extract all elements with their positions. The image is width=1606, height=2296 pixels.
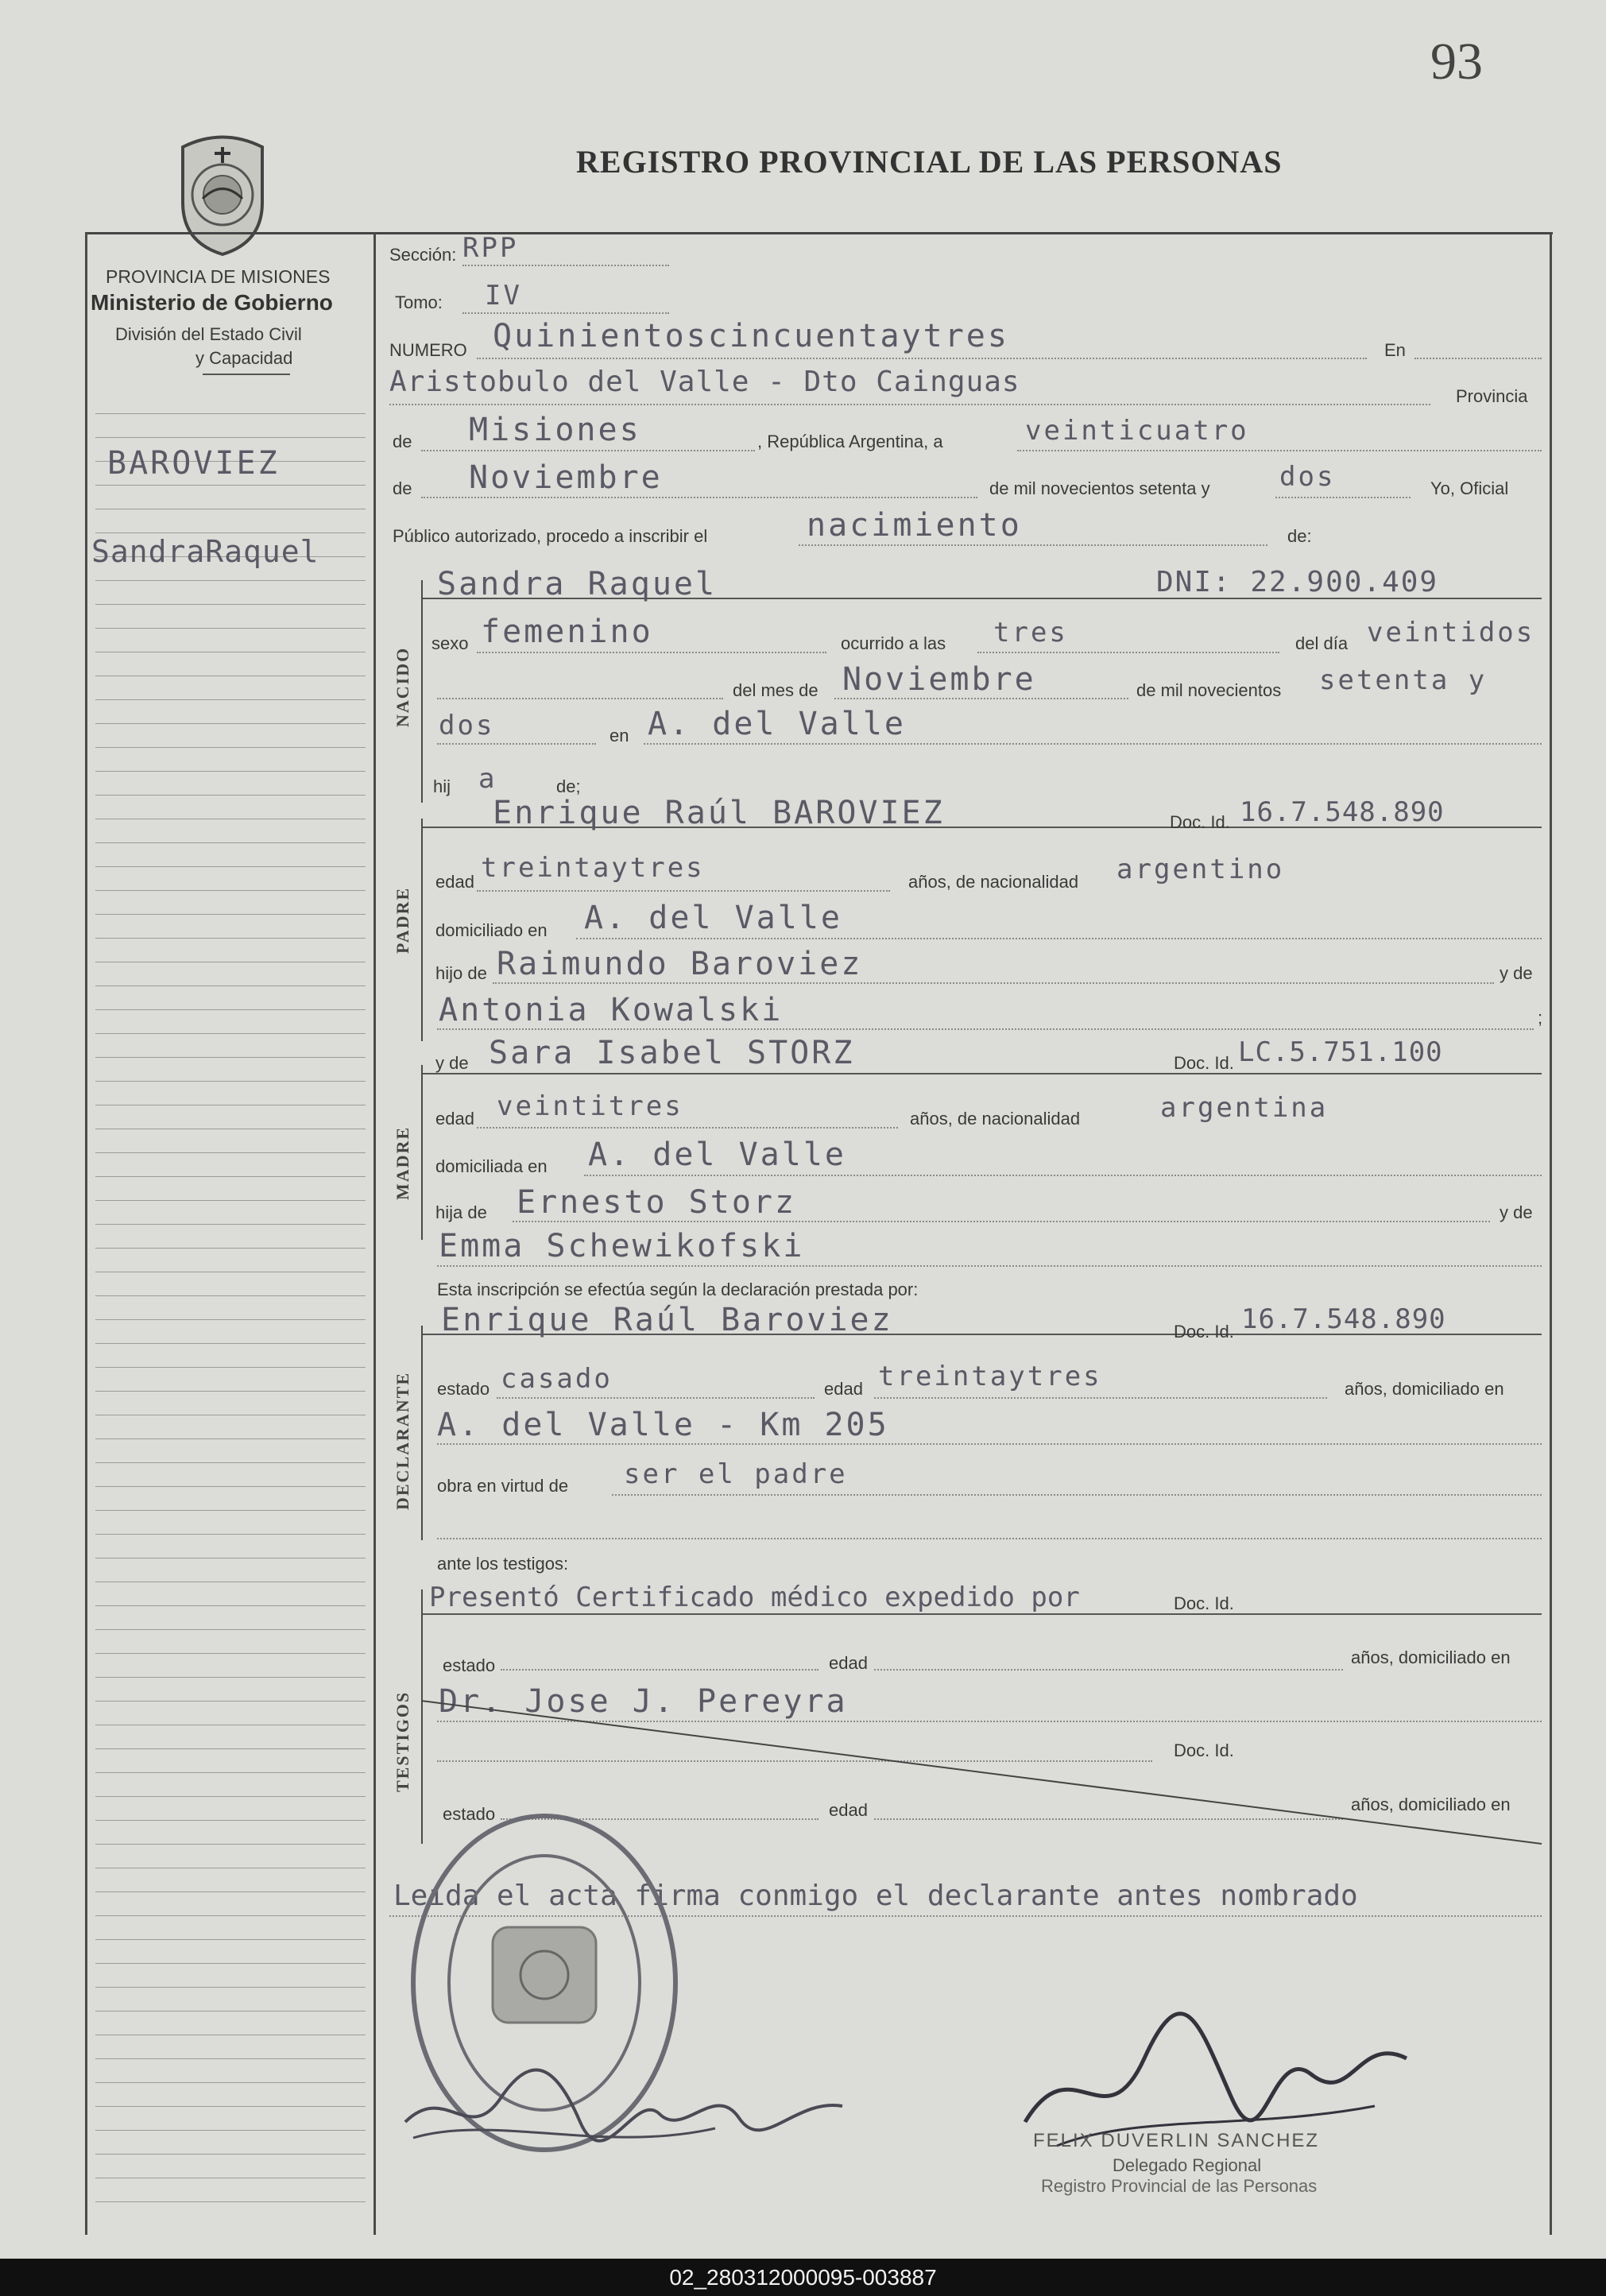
margin-given-names: SandraRaquel xyxy=(91,534,319,569)
hij-label: hij xyxy=(433,776,451,796)
madre-yde-label: y de xyxy=(435,1053,469,1073)
ruled-line xyxy=(95,437,366,438)
ruled-line xyxy=(95,2154,366,2155)
testigos-edad2-label: edad xyxy=(829,1800,868,1820)
numero-label: NUMERO xyxy=(389,340,467,360)
ruled-line xyxy=(95,1462,366,1463)
ruled-line xyxy=(95,1295,366,1296)
ruled-line xyxy=(95,1367,366,1368)
ruled-line xyxy=(95,1844,366,1845)
testigos-anos-label: años, domiciliado en xyxy=(1351,1647,1511,1667)
madre-father-value: Ernesto Storz xyxy=(517,1184,797,1221)
hij-value: a xyxy=(478,763,497,795)
madre-hija-label: hija de xyxy=(435,1202,487,1222)
ruled-line xyxy=(95,938,366,939)
year-part2: dos xyxy=(439,710,495,741)
padre-hijo-label: hijo de xyxy=(435,963,487,983)
ruled-line xyxy=(95,795,366,796)
ruled-line xyxy=(95,2058,366,2059)
province-value: Misiones xyxy=(469,412,641,448)
ruled-line xyxy=(95,1200,366,1201)
ruled-line xyxy=(95,914,366,915)
place-value: Aristobulo del Valle - Dto Cainguas xyxy=(389,366,1020,398)
ruled-line xyxy=(95,1152,366,1153)
ruled-line xyxy=(95,699,366,700)
signer-name: FELIX DUVERLIN SANCHEZ xyxy=(1033,2130,1320,2151)
signer-org: Registro Provincial de las Personas xyxy=(1041,2176,1318,2196)
madre-nac-value: argentina xyxy=(1160,1092,1329,1124)
padre-mother-value: Antonia Kowalski xyxy=(439,992,784,1028)
agency-province: PROVINCIA DE MISIONES xyxy=(106,266,331,287)
ruled-line xyxy=(95,413,366,414)
padre-doc-value: 16.7.548.890 xyxy=(1240,796,1445,828)
de3-label: de: xyxy=(1287,526,1312,546)
mes-value: Noviembre xyxy=(842,661,1036,698)
numero-value: Quinientoscincuentaytres xyxy=(493,318,1009,354)
del-mes-label: del mes de xyxy=(733,680,818,700)
madre-label: MADRE xyxy=(393,1125,412,1200)
ruled-line xyxy=(95,1486,366,1487)
padre-label: PADRE xyxy=(393,886,412,954)
ruled-line xyxy=(95,1915,366,1916)
ruled-line xyxy=(95,1701,366,1702)
ruled-line xyxy=(95,985,366,986)
ruled-line xyxy=(95,747,366,748)
ruled-line xyxy=(95,485,366,486)
seccion-value: RPP xyxy=(462,232,519,264)
provincial-seal-icon xyxy=(167,131,278,258)
ruled-line xyxy=(95,1772,366,1773)
oficial-label: Yo, Oficial xyxy=(1430,478,1509,498)
ruled-line xyxy=(95,1534,366,1535)
padre-name: Enrique Raúl BAROVIEZ xyxy=(493,795,945,831)
declarante-estado-label: estado xyxy=(437,1379,490,1399)
ruled-line xyxy=(95,1605,366,1606)
ruled-line xyxy=(95,1820,366,1821)
padre-semicolon: ; xyxy=(1538,1008,1543,1028)
declarante-anos-label: años, domiciliado en xyxy=(1345,1379,1504,1399)
tomo-label: Tomo: xyxy=(395,292,443,312)
tomo-value: IV xyxy=(485,280,522,312)
ruled-line xyxy=(95,1176,366,1177)
ruled-line xyxy=(95,1510,366,1511)
ruled-line xyxy=(95,2130,366,2131)
nacido-label: NACIDO xyxy=(393,646,412,727)
mil-label: de mil novecientos xyxy=(1136,680,1282,700)
declarante-dom-value: A. del Valle - Km 205 xyxy=(437,1407,889,1443)
ruled-line xyxy=(95,1748,366,1749)
madre-edad-value: veintitres xyxy=(497,1090,683,1122)
margin-surname: BAROVIEZ xyxy=(107,445,280,482)
lugar-value: A. del Valle xyxy=(648,706,906,742)
month-value: Noviembre xyxy=(469,459,663,496)
dia-value: veintidos xyxy=(1367,617,1535,649)
signer-title: Delegado Regional xyxy=(1113,2155,1262,2175)
agency-division: División del Estado Civil xyxy=(115,324,302,344)
page-title: REGISTRO PROVINCIAL DE LAS PERSONAS xyxy=(576,144,1283,180)
declarante-estado-value: casado xyxy=(501,1363,613,1395)
hij-de-label: de; xyxy=(556,776,581,796)
declarante-doc-label: Doc. Id. xyxy=(1174,1322,1234,1342)
republica-label: , República Argentina, a xyxy=(757,432,943,451)
ruled-line xyxy=(95,1677,366,1678)
testigos-label: TESTIGOS xyxy=(393,1690,412,1792)
padre-edad-value: treintaytres xyxy=(481,852,705,884)
ruled-line xyxy=(95,1081,366,1082)
testigos-anos2-label: años, domiciliado en xyxy=(1351,1795,1511,1814)
testigos-estado2-label: estado xyxy=(443,1804,496,1824)
ruled-line xyxy=(95,1319,366,1320)
de-label: de xyxy=(393,432,412,451)
ruled-line xyxy=(95,1057,366,1058)
declarante-name: Enrique Raúl Baroviez xyxy=(441,1302,893,1338)
agency-ministry: Ministerio de Gobierno xyxy=(91,290,333,315)
declarante-doc-value: 16.7.548.890 xyxy=(1241,1303,1446,1335)
declarante-obra-label: obra en virtud de xyxy=(437,1476,569,1496)
ruled-line xyxy=(95,866,366,867)
ruled-line xyxy=(95,532,366,533)
declarante-edad-label: edad xyxy=(824,1379,863,1399)
declarante-edad-value: treintaytres xyxy=(878,1361,1102,1392)
ruled-line xyxy=(95,1891,366,1892)
testigos-line2: Dr. Jose J. Pereyra xyxy=(439,1683,848,1720)
sexo-value: femenino xyxy=(481,614,653,650)
ruled-line xyxy=(95,1224,366,1225)
testigos-estado-label: estado xyxy=(443,1655,496,1675)
ruled-line xyxy=(95,771,366,772)
de2-label: de xyxy=(393,478,412,498)
padre-nac-value: argentino xyxy=(1116,854,1285,885)
publico-label: Público autorizado, procedo a inscribir el xyxy=(393,526,708,546)
madre-dom-value: A. del Valle xyxy=(588,1136,846,1173)
ruled-line xyxy=(95,890,366,891)
padre-yde-label: y de xyxy=(1500,963,1533,983)
ruled-line xyxy=(95,1438,366,1439)
sexo-label: sexo xyxy=(431,633,469,653)
ruled-line xyxy=(95,1248,366,1249)
page-number: 93 xyxy=(1430,33,1483,91)
testigos-ante-label: ante los testigos: xyxy=(437,1554,569,1574)
ruled-line xyxy=(95,1963,366,1964)
year-prefix-label: de mil novecientos setenta y xyxy=(989,478,1210,498)
testigos-doc2-label: Doc. Id. xyxy=(1174,1740,1234,1760)
ruled-line xyxy=(95,1391,366,1392)
nacido-dni: DNI: 22.900.409 xyxy=(1156,566,1439,598)
del-dia-label: del día xyxy=(1295,633,1349,653)
padre-dom-value: A. del Valle xyxy=(584,900,842,936)
ruled-line xyxy=(95,2201,366,2202)
day-value: veinticuatro xyxy=(1025,415,1249,447)
ruled-line xyxy=(95,1343,366,1344)
nacido-en-label: en xyxy=(610,726,629,745)
madre-edad-label: edad xyxy=(435,1109,474,1129)
ruled-line xyxy=(95,1629,366,1630)
seccion-label: Sección: xyxy=(389,245,457,265)
ocurrido-label: ocurrido a las xyxy=(841,633,946,653)
nacido-name: Sandra Raquel xyxy=(437,566,718,602)
ruled-line xyxy=(95,1009,366,1010)
padre-doc-label: Doc. Id. xyxy=(1170,812,1230,832)
madre-mother-value: Emma Schewikofski xyxy=(439,1228,805,1264)
padre-nac-label: años, de nacionalidad xyxy=(908,872,1079,892)
hora-value: tres xyxy=(993,617,1068,649)
ruled-line xyxy=(95,1796,366,1797)
image-id-caption: 02_280312000095-003887 xyxy=(669,2265,937,2290)
ruled-line xyxy=(95,580,366,581)
ruled-line xyxy=(95,842,366,843)
declarante-intro: Esta inscripción se efectúa según la declaración prestada por: xyxy=(437,1280,919,1299)
madre-doc-label: Doc. Id. xyxy=(1174,1053,1234,1073)
madre-yde2-label: y de xyxy=(1500,1202,1533,1222)
testigos-doc-label: Doc. Id. xyxy=(1174,1593,1234,1613)
act-value: nacimiento xyxy=(807,507,1022,544)
year-value: dos xyxy=(1279,461,1336,493)
ruled-line xyxy=(95,1033,366,1034)
provincia-label: Provincia xyxy=(1456,386,1528,406)
madre-doc-value: LC.5.751.100 xyxy=(1238,1036,1443,1068)
padre-dom-label: domiciliado en xyxy=(435,920,548,940)
ruled-line xyxy=(95,1653,366,1654)
testigos-edad-label: edad xyxy=(829,1653,868,1673)
year-part1: setenta y xyxy=(1319,664,1488,696)
padre-father-value: Raimundo Baroviez xyxy=(497,946,863,982)
madre-nac-label: años, de nacionalidad xyxy=(910,1109,1081,1129)
madre-dom-label: domiciliada en xyxy=(435,1156,548,1176)
closing-text: Leída el acta firma conmigo el declarante antes nombrado xyxy=(393,1880,1358,1912)
declarante-obra-value: ser el padre xyxy=(624,1458,848,1490)
ruled-line xyxy=(95,2082,366,2083)
ruled-line xyxy=(95,604,366,605)
ruled-line xyxy=(95,1987,366,1988)
footer-bar xyxy=(0,2259,1606,2296)
madre-name: Sara Isabel STORZ xyxy=(489,1035,855,1071)
ruled-line xyxy=(95,2106,366,2107)
padre-edad-label: edad xyxy=(435,872,474,892)
en-label: En xyxy=(1384,340,1406,360)
ruled-line xyxy=(95,723,366,724)
declarant-signature xyxy=(397,2035,874,2162)
agency-capacity: y Capacidad xyxy=(195,348,293,368)
ruled-line xyxy=(95,1939,366,1940)
testigos-line1: Presentó Certificado médico expedido por xyxy=(429,1582,1080,1613)
ruled-line xyxy=(95,628,366,629)
declarante-label: DECLARANTE xyxy=(393,1371,412,1510)
